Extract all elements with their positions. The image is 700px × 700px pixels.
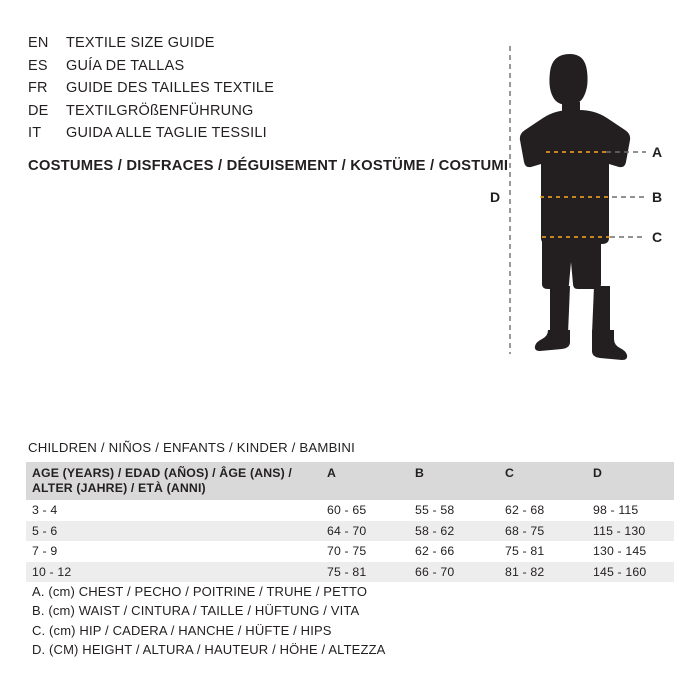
cell-d: 130 - 145 [587, 541, 674, 562]
table-row [26, 541, 674, 562]
table-row [26, 521, 674, 542]
cell-age: 7 - 9 [26, 541, 321, 562]
cell-c: 68 - 75 [499, 521, 587, 542]
column-header-c: C [499, 462, 587, 500]
column-header-b: B [409, 462, 499, 500]
child-silhouette [520, 54, 630, 360]
language-row-es [28, 55, 468, 78]
language-code-en: EN [28, 35, 49, 51]
table-row [26, 500, 674, 521]
language-code-it: IT [28, 125, 42, 141]
language-text-de: TEXTILGRÖßENFÜHRUNG [66, 102, 254, 119]
cell-c: 81 - 82 [499, 562, 587, 583]
language-code-de: DE [28, 102, 49, 119]
cell-a: 75 - 81 [321, 562, 409, 583]
cell-d: 98 - 115 [587, 500, 674, 521]
cell-age: 5 - 6 [26, 521, 321, 542]
cell-d: 145 - 160 [587, 562, 674, 583]
language-text-it: GUIDA ALLE TAGLIE TESSILI [66, 125, 267, 141]
language-text-en: TEXTILE SIZE GUIDE [66, 35, 215, 51]
cell-b: 62 - 66 [409, 541, 499, 562]
language-code-es: ES [28, 57, 48, 74]
legend-item-b: B. (cm) WAIST / CINTURA / TAILLE / HÜFTUNG / VITA [32, 603, 360, 619]
language-row-de [28, 100, 468, 123]
cell-age: 10 - 12 [26, 562, 321, 583]
language-row-fr [28, 77, 468, 100]
marker-label-c: C [652, 229, 663, 245]
measurement-legend [32, 582, 386, 660]
column-header-d: D [587, 462, 674, 500]
cell-b: 55 - 58 [409, 500, 499, 521]
cell-a: 60 - 65 [321, 500, 409, 521]
cell-c: 75 - 81 [499, 541, 587, 562]
cell-d: 115 - 130 [587, 521, 674, 542]
cell-a: 64 - 70 [321, 521, 409, 542]
table-header-row [26, 462, 674, 500]
marker-label-a: A [652, 144, 663, 160]
language-row-en [28, 32, 468, 55]
group-label: CHILDREN / NIÑOS / ENFANTS / KINDER / BAMBINI [28, 440, 356, 455]
category-line: COSTUMES / DISFRACES / DÉGUISEMENT / KOSTÜME / COSTUMI [28, 158, 509, 174]
cell-b: 58 - 62 [409, 521, 499, 542]
legend-item-a: A. (cm) CHEST / PECHO / POITRINE / TRUHE / PETTO [32, 584, 368, 599]
size-table [26, 462, 674, 582]
child-figure-diagram [470, 24, 680, 374]
marker-label-d: D [490, 189, 501, 205]
legend-item-d: D. (CM) HEIGHT / ALTURA / HAUTEUR / HÖHE / ALTEZZA [32, 642, 386, 658]
language-text-fr: GUIDE DES TAILLES TEXTILE [66, 80, 275, 96]
legend-item-c: C. (cm) HIP / CADERA / HANCHE / HÜFTE / HIPS [32, 622, 332, 638]
cell-c: 62 - 68 [499, 500, 587, 521]
column-header-a: A [321, 462, 409, 500]
cell-b: 66 - 70 [409, 562, 499, 583]
cell-age: 3 - 4 [26, 500, 321, 521]
column-header-age: AGE (YEARS) / EDAD (AÑOS) / ÂGE (ANS) / ALTER (JAHRE) / ETÀ (ANNI) [26, 462, 321, 500]
cell-a: 70 - 75 [321, 541, 409, 562]
table-row [26, 562, 674, 583]
language-list [28, 32, 468, 145]
language-code-fr: FR [28, 80, 48, 96]
language-row-it [28, 122, 468, 145]
marker-label-b: B [652, 189, 663, 205]
language-text-es: GUÍA DE TALLAS [66, 57, 185, 74]
